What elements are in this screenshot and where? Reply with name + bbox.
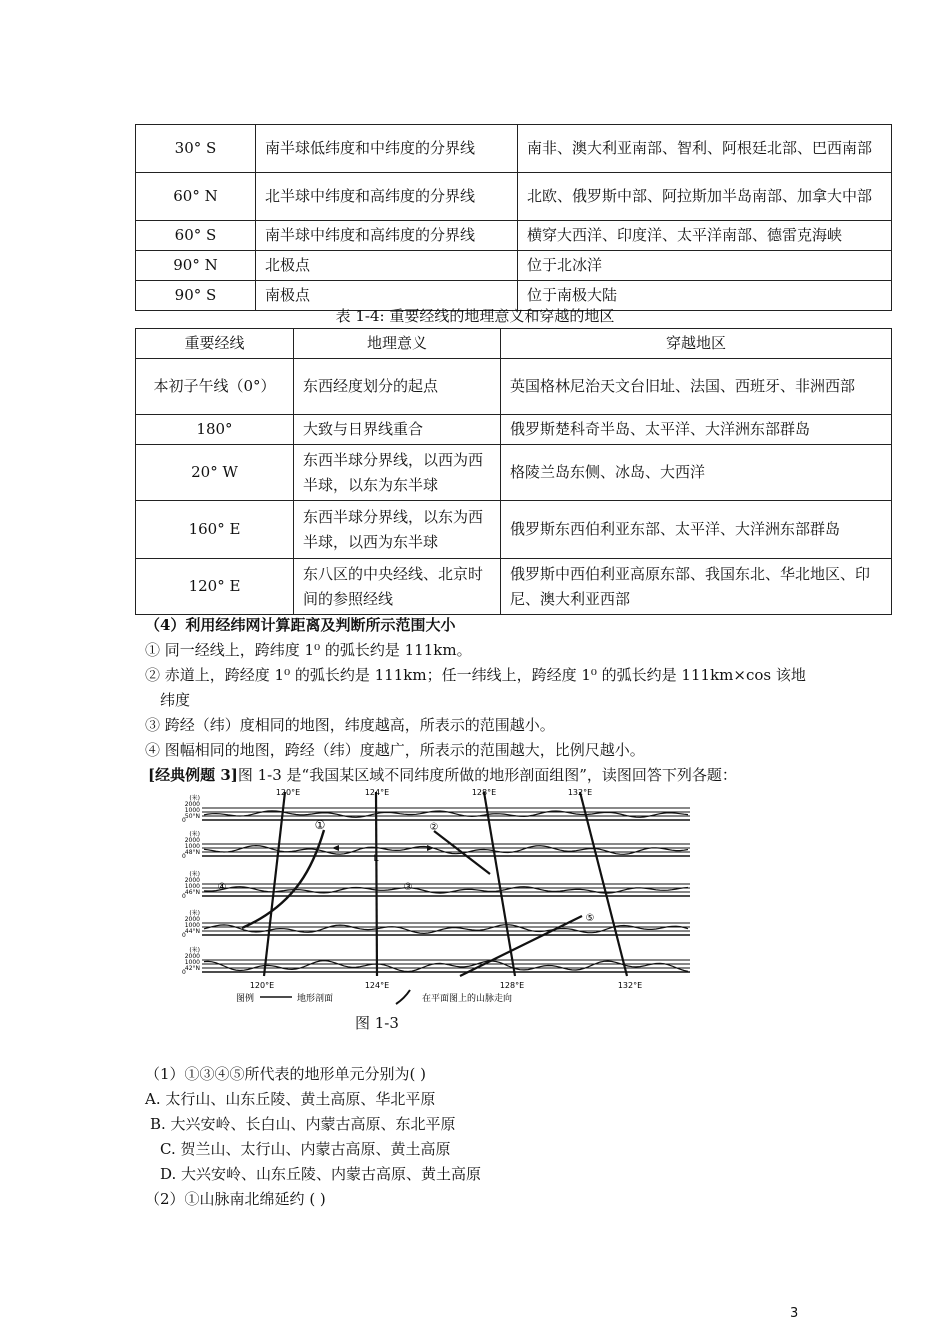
top-lon-label: 128°E [471, 788, 497, 797]
header-cell: 穿越地区 [501, 329, 892, 359]
table-header-row [136, 329, 892, 359]
marker-1: ① [314, 818, 326, 832]
profile-band [182, 830, 690, 860]
table-cell: 120° E [136, 559, 294, 615]
distance-label: L [373, 854, 379, 864]
band-axis-label: (米) [189, 795, 200, 802]
meridian-124e [376, 792, 377, 976]
table-row [136, 359, 892, 415]
band-axis-label: 2000 [184, 877, 200, 884]
profile-band [182, 946, 690, 976]
table-cell: 东八区的中央经线、北京时间的参照经线 [294, 559, 501, 615]
table-row [136, 251, 892, 281]
table-cell: 北半球中纬度和高纬度的分界线 [256, 173, 518, 221]
legend-range: 在平面图上的山脉走向 [422, 994, 513, 1004]
paragraph: ① 同一经线上，跨纬度 1⁰ 的弧长约是 111km。 [145, 641, 472, 659]
option-c: C. 贺兰山、太行山、内蒙古高原、黄土高原 [160, 1140, 451, 1158]
table-cell: 本初子午线（0°） [136, 359, 294, 415]
header-cell: 地理意义 [294, 329, 501, 359]
table-cell: 横穿大西洋、印度洋、太平洋南部、德雷克海峡 [518, 221, 892, 251]
band-axis-label: 2000 [184, 801, 200, 808]
table-cell: 北欧、俄罗斯中部、阿拉斯加半岛南部、加拿大中部 [518, 173, 892, 221]
table-row [136, 559, 892, 615]
table-cell: 60° N [136, 173, 256, 221]
band-axis-label: 48°N [184, 849, 200, 856]
band-axis-label: 1000 [184, 843, 200, 850]
question-2: （2）①山脉南北绵延约 ( ) [145, 1190, 326, 1208]
band-axis-label: 1000 [184, 807, 200, 814]
band-zero-label: 0 [182, 893, 186, 900]
top-lon-label: 120°E [275, 788, 301, 797]
bottom-lon-label: 132°E [617, 981, 643, 990]
top-lon-label: 132°E [567, 788, 593, 797]
option-a: A. 太行山、山东丘陵、黄土高原、华北平原 [145, 1090, 436, 1108]
example-tag: [经典例题 3] [148, 766, 238, 784]
band-axis-label: 2000 [184, 953, 200, 960]
table-cell: 180° [136, 415, 294, 445]
table-row [136, 125, 892, 173]
band-axis-label: 2000 [184, 837, 200, 844]
marker-3: ③ [403, 882, 413, 893]
band-axis-label: (米) [189, 947, 200, 954]
legend-range-symbol [396, 990, 410, 1004]
table-row [136, 501, 892, 559]
marker-2: ② [429, 822, 439, 833]
table-cell: 东西半球分界线，以西为西半球，以东为东半球 [294, 445, 501, 501]
table-cell: 南非、澳大利亚南部、智利、阿根廷北部、巴西南部 [518, 125, 892, 173]
table-cell: 位于南极大陆 [518, 281, 892, 311]
question-1: （1）①③④⑤所代表的地形单元分别为( ) [145, 1065, 427, 1083]
paragraph: ② 赤道上，跨经度 1⁰ 的弧长约是 111km；任一纬线上，跨经度 1⁰ 的弧长约是 111km×cos 该地 [145, 666, 806, 684]
band-zero-label: 0 [182, 969, 186, 976]
table-cell: 格陵兰岛东侧、冰岛、大西洋 [501, 445, 892, 501]
bottom-lon-label: 124°E [364, 981, 390, 990]
band-zero-label: 0 [182, 932, 186, 939]
section-heading: （4）利用经纬网计算距离及判断所示范围大小 [145, 616, 456, 634]
band-axis-label: (米) [189, 910, 200, 917]
option-d: D. 大兴安岭、山东丘陵、内蒙古高原、黄土高原 [160, 1165, 482, 1183]
band-axis-label: 1000 [184, 922, 200, 929]
table-cell: 俄罗斯楚科奇半岛、太平洋、大洋洲东部群岛 [501, 415, 892, 445]
band-zero-label: 0 [182, 853, 186, 860]
profile-band [182, 870, 690, 900]
paragraph: 纬度 [160, 691, 191, 709]
example-heading [148, 764, 737, 786]
table-cell: 30° S [136, 125, 256, 173]
table-cell: 90° N [136, 251, 256, 281]
table-cell: 位于北冰洋 [518, 251, 892, 281]
table-cell: 东西半球分界线，以东为西半球，以西为东半球 [294, 501, 501, 559]
table-row [136, 445, 892, 501]
band-axis-label: 50°N [184, 813, 200, 820]
band-axis-label: 1000 [184, 883, 200, 890]
table-cell: 南极点 [256, 281, 518, 311]
table-cell: 90° S [136, 281, 256, 311]
band-axis-label: 1000 [184, 959, 200, 966]
table-cell: 南半球低纬度和中纬度的分界线 [256, 125, 518, 173]
table-cell: 南半球中纬度和高纬度的分界线 [256, 221, 518, 251]
marker-4: ④ [217, 882, 227, 893]
table-cell: 60° S [136, 221, 256, 251]
table-cell: 东西经度划分的起点 [294, 359, 501, 415]
band-axis-label: (米) [189, 831, 200, 838]
option-b: B. 大兴安岭、长白山、内蒙古高原、东北平原 [150, 1115, 456, 1133]
band-axis-label: (米) [189, 871, 200, 878]
legend-profile: 地形剖面 [297, 994, 334, 1004]
band-axis-label: 44°N [184, 928, 200, 935]
table-row [136, 221, 892, 251]
terrain-profile-line [204, 961, 688, 972]
terrain-profile-line [204, 846, 688, 855]
band-axis-label: 42°N [184, 965, 200, 972]
table-cell: 20° W [136, 445, 294, 501]
table-cell: 英国格林尼治天文台旧址、法国、西班牙、非洲西部 [501, 359, 892, 415]
table-cell: 俄罗斯东西伯利亚东部、太平洋、大洋洲东部群岛 [501, 501, 892, 559]
band-axis-label: 2000 [184, 916, 200, 923]
table-cell: 160° E [136, 501, 294, 559]
terrain-profile-figure [172, 786, 697, 1008]
page-number: 3 [790, 1306, 799, 1321]
bottom-lon-label: 120°E [249, 981, 275, 990]
profile-band [182, 794, 690, 824]
table-row [136, 173, 892, 221]
band-zero-label: 0 [182, 817, 186, 824]
latitude-table [135, 124, 892, 311]
table-caption: 表 1-4: 重要经线的地理意义和穿越的地区 [335, 307, 615, 325]
table-cell: 俄罗斯中西伯利亚高原东部、我国东北、华北地区、印尼、澳大利亚西部 [501, 559, 892, 615]
marker-5: ⑤ [585, 913, 595, 924]
longitude-table [135, 328, 892, 615]
mountain-trend-1 [242, 830, 324, 928]
bottom-lon-label: 128°E [499, 981, 525, 990]
paragraph: ④ 图幅相同的地图，跨经（纬）度越广，所表示的范围越大，比例尺越小。 [145, 741, 645, 759]
example-text: 图 1-3 是“我国某区域不同纬度所做的地形剖面组图”，读图回答下列各题： [237, 766, 737, 784]
table-cell: 北极点 [256, 251, 518, 281]
top-lon-label: 124°E [364, 788, 390, 797]
table-row [136, 415, 892, 445]
band-axis-label: 46°N [184, 889, 200, 896]
figure-caption: 图 1-3 [355, 1014, 399, 1032]
paragraph: ③ 跨经（纬）度相同的地图，纬度越高，所表示的范围越小。 [145, 716, 555, 734]
header-cell: 重要经线 [136, 329, 294, 359]
table-cell: 大致与日界线重合 [294, 415, 501, 445]
legend-prefix: 图例 [236, 994, 255, 1004]
mountain-trend-3 [460, 916, 582, 976]
